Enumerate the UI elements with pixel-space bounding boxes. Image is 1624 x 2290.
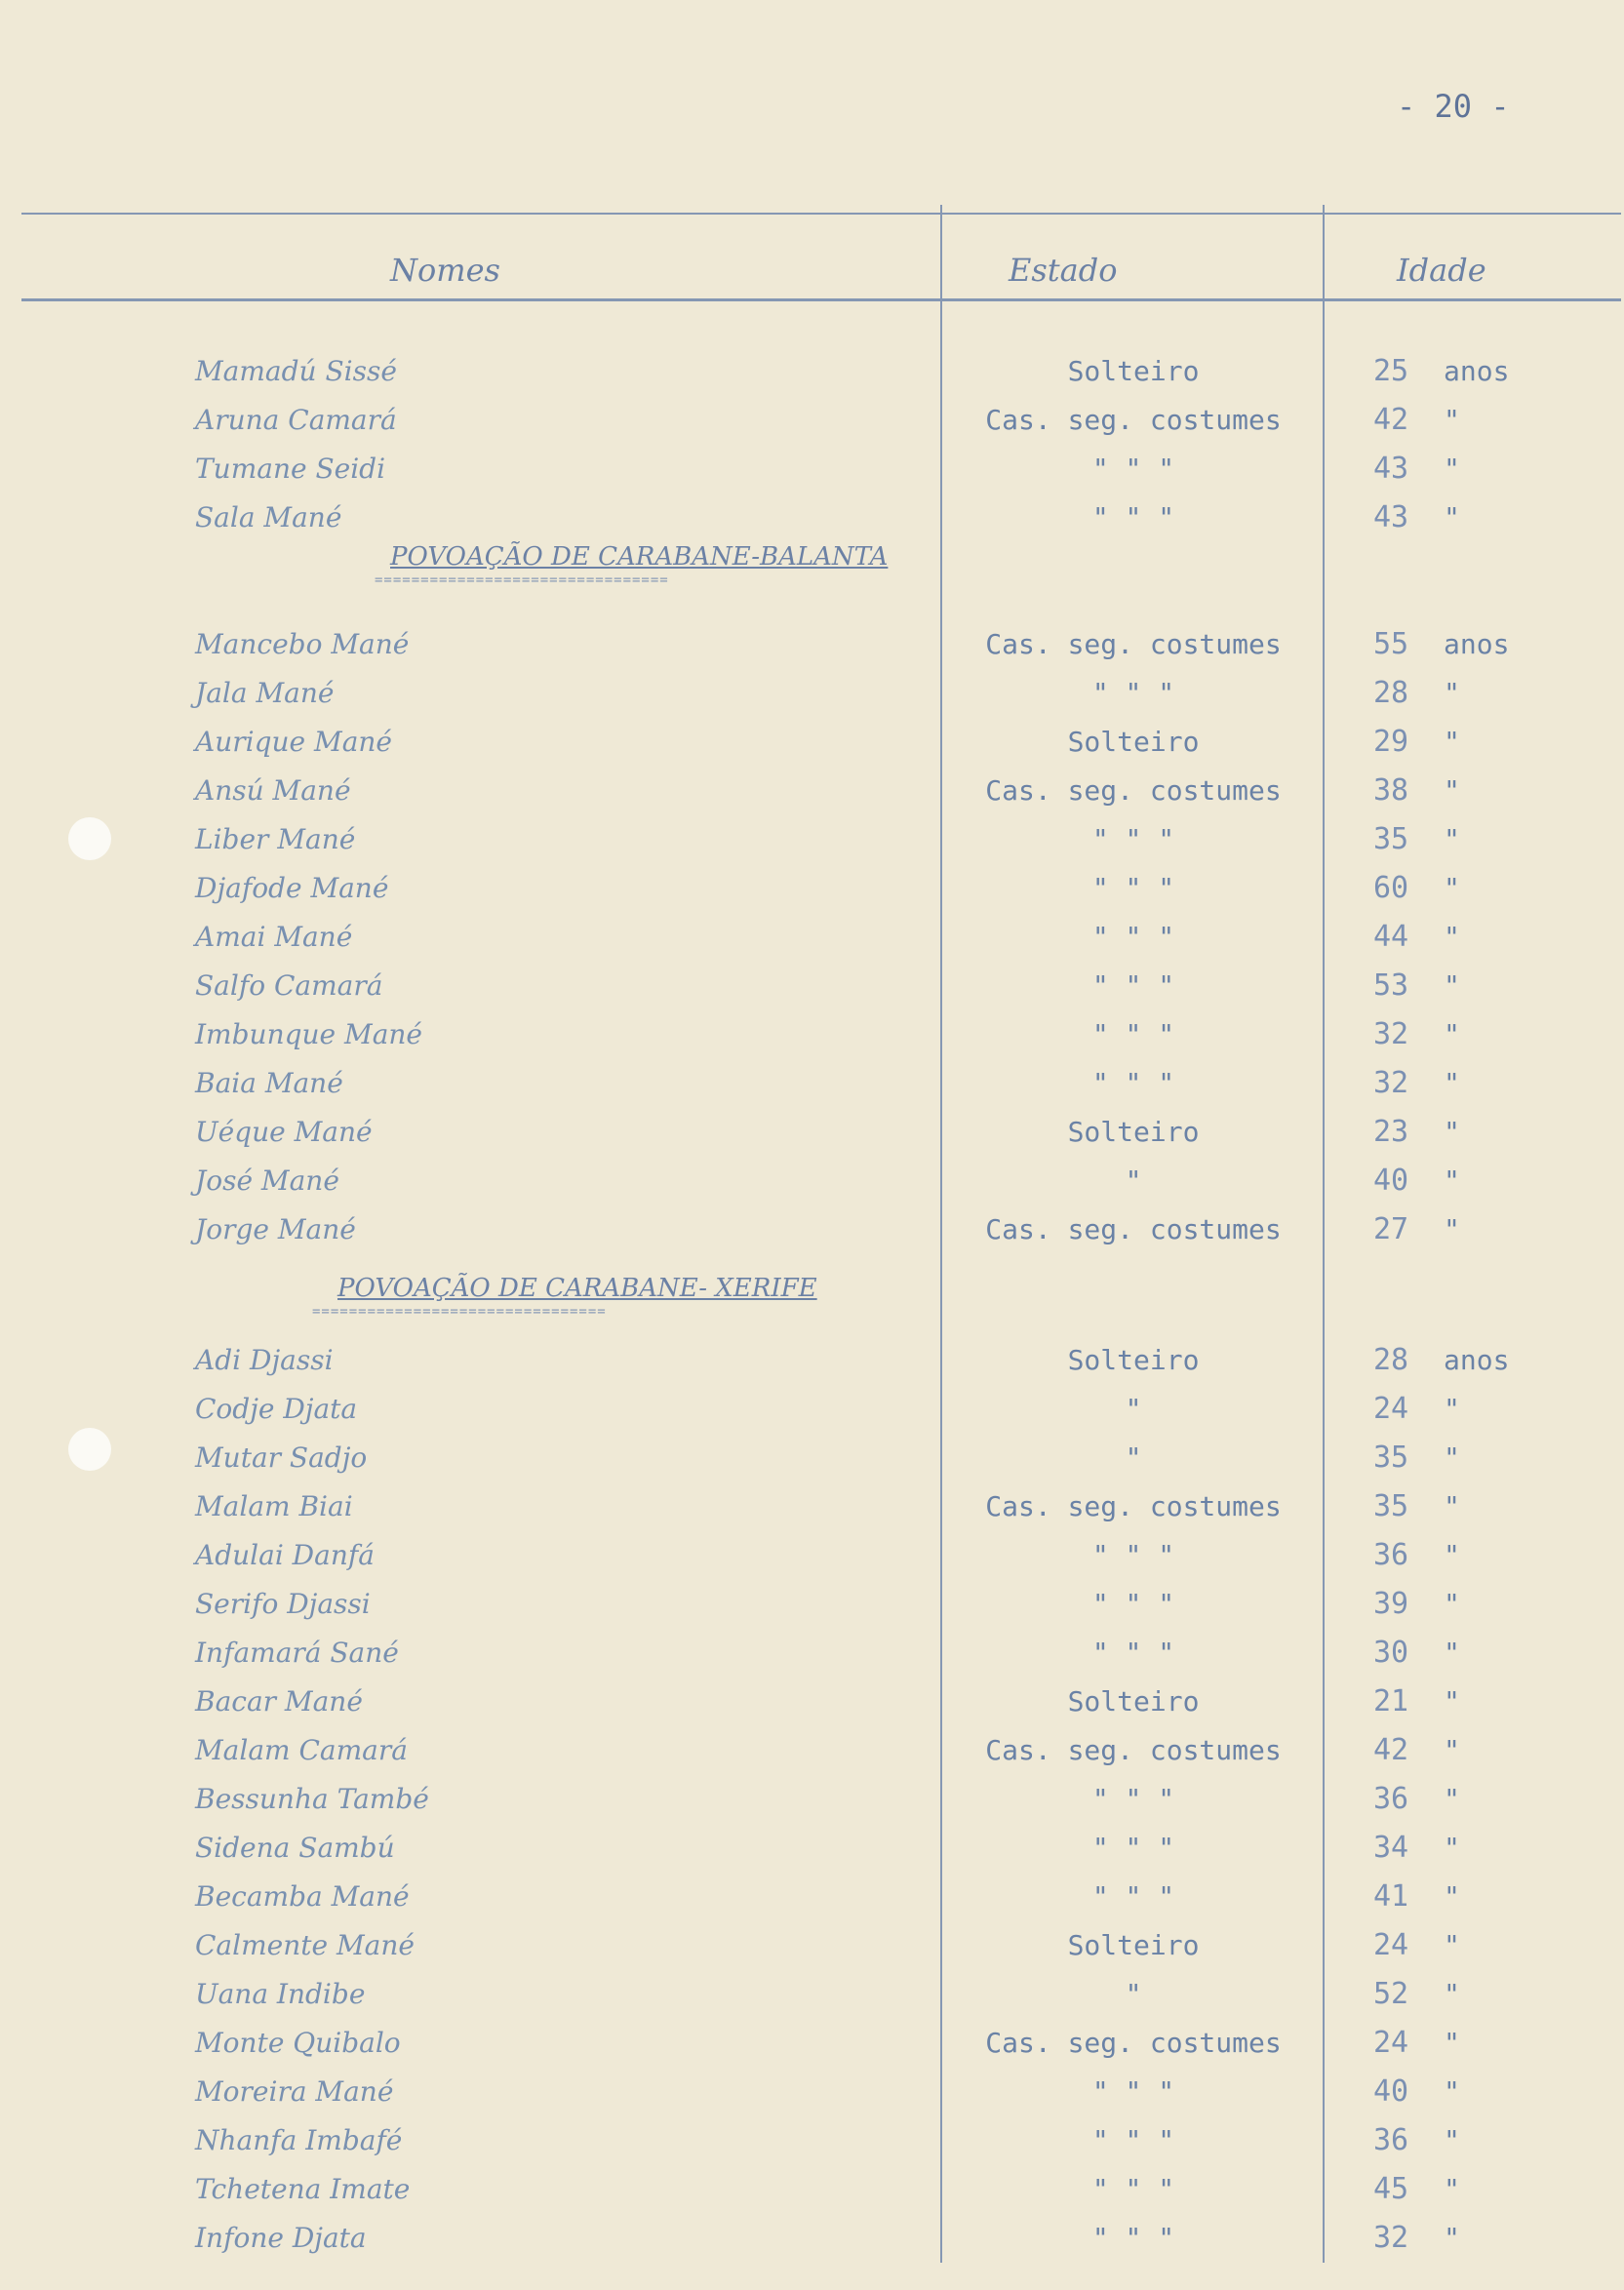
marital-status: " [1125, 1165, 1142, 1197]
age-unit: " [1444, 774, 1460, 807]
person-name: Nhanfa Imbafé [195, 2124, 403, 2156]
table-row [0, 913, 1624, 962]
person-name: Jala Mané [195, 677, 335, 709]
age-unit: " [1444, 2027, 1460, 2059]
marital-status: " " " [1091, 1637, 1175, 1669]
marital-status: " " " [1091, 823, 1175, 855]
person-name: Calmente Mané [195, 1929, 415, 1961]
section-title-balanta: POVOAÇÃO DE CARABANE-BALANTA [390, 542, 889, 572]
age-unit: " [1444, 501, 1460, 533]
person-name: Mamadú Sissé [195, 355, 397, 387]
table-row [0, 718, 1624, 767]
table-row [0, 445, 1624, 494]
age-unit: " [1444, 1637, 1460, 1669]
marital-status: " " " [1091, 2173, 1175, 2205]
table-row [0, 1580, 1624, 1629]
age-value: 40 [1373, 1164, 1409, 1198]
age-value: 24 [1373, 2026, 1409, 2060]
age-value: 34 [1373, 1831, 1409, 1865]
marital-status: " " " [1091, 969, 1175, 1002]
marital-status: " " " [1091, 2075, 1175, 2108]
marital-status: Cas. seg. costumes [985, 774, 1282, 807]
person-name: José Mané [195, 1165, 339, 1197]
age-unit: " [1444, 1116, 1460, 1148]
age-value: 43 [1373, 500, 1409, 534]
table-row [0, 815, 1624, 864]
age-value: 29 [1373, 725, 1409, 759]
table-row [0, 620, 1624, 669]
age-unit: " [1444, 2173, 1460, 2205]
page-number: - 20 - [1397, 88, 1510, 125]
age-value: 52 [1373, 1977, 1409, 2011]
marital-status: " " " [1091, 921, 1175, 953]
age-value: 42 [1373, 1733, 1409, 1767]
age-unit: anos [1444, 628, 1510, 660]
section-title-xerife: POVOAÇÃO DE CARABANE- XERIFE [337, 1274, 817, 1303]
age-value: 28 [1373, 1343, 1409, 1377]
marital-status: " " " [1091, 1539, 1175, 1571]
person-name: Infone Djata [195, 2222, 367, 2254]
age-value: 32 [1373, 2221, 1409, 2255]
marital-status: Cas. seg. costumes [985, 2027, 1282, 2059]
table-row [0, 767, 1624, 815]
person-name: Mutar Sadjo [195, 1441, 368, 1474]
age-unit: " [1444, 1539, 1460, 1571]
age-unit: " [1444, 404, 1460, 436]
table-row [0, 2019, 1624, 2068]
table-row [0, 1059, 1624, 1108]
age-value: 25 [1373, 354, 1409, 388]
person-name: Moreira Mané [195, 2075, 394, 2108]
table-row [0, 494, 1624, 542]
age-value: 40 [1373, 2074, 1409, 2109]
age-unit: " [1444, 1490, 1460, 1522]
header-estado: Estado [1009, 252, 1118, 289]
age-value: 43 [1373, 452, 1409, 486]
person-name: Baia Mané [195, 1067, 343, 1099]
table-row [0, 669, 1624, 718]
table-row [0, 2116, 1624, 2165]
age-unit: " [1444, 1685, 1460, 1718]
table-row [0, 864, 1624, 913]
person-name: Liber Mané [195, 823, 356, 855]
age-value: 45 [1373, 2172, 1409, 2206]
marital-status: Cas. seg. costumes [985, 404, 1282, 436]
age-value: 24 [1373, 1928, 1409, 1962]
person-name: Amai Mané [195, 921, 353, 953]
marital-status: Cas. seg. costumes [985, 1734, 1282, 1766]
age-unit: anos [1444, 1344, 1510, 1376]
age-unit: " [1444, 1165, 1460, 1197]
age-unit: anos [1444, 355, 1510, 387]
age-value: 23 [1373, 1115, 1409, 1149]
age-unit: " [1444, 2124, 1460, 2156]
person-name: Serifo Djassi [195, 1588, 371, 1620]
marital-status: " " " [1091, 1880, 1175, 1913]
marital-status: " [1125, 1441, 1142, 1474]
age-unit: " [1444, 1880, 1460, 1913]
age-value: 30 [1373, 1636, 1409, 1670]
age-unit: " [1444, 921, 1460, 953]
marital-status: " " " [1091, 1832, 1175, 1864]
age-value: 21 [1373, 1684, 1409, 1718]
person-name: Malam Biai [195, 1490, 353, 1522]
age-value: 39 [1373, 1587, 1409, 1621]
marital-status: " " " [1091, 501, 1175, 533]
marital-status: " " " [1091, 1588, 1175, 1620]
table-row [0, 1108, 1624, 1157]
age-unit: " [1444, 1978, 1460, 2010]
age-value: 35 [1373, 1489, 1409, 1523]
table-row [0, 1010, 1624, 1059]
marital-status: Solteiro [1067, 1685, 1200, 1718]
table-row [0, 1824, 1624, 1873]
person-name: Monte Quibalo [195, 2027, 401, 2059]
section-underline-balanta: ================================ [375, 573, 669, 587]
header-bottom-rule [21, 298, 1621, 301]
table-row [0, 2165, 1624, 2214]
marital-status: " " " [1091, 453, 1175, 485]
person-name: Salfo Camará [195, 969, 383, 1002]
table-row [0, 962, 1624, 1010]
person-name: Ansú Mané [195, 774, 351, 807]
age-value: 32 [1373, 1066, 1409, 1100]
table-row [0, 1921, 1624, 1970]
marital-status: " " " [1091, 2124, 1175, 2156]
marital-status: " " " [1091, 1783, 1175, 1815]
table-row [0, 1970, 1624, 2019]
marital-status: Cas. seg. costumes [985, 1213, 1282, 1245]
person-name: Bacar Mané [195, 1685, 363, 1718]
age-unit: " [1444, 1734, 1460, 1766]
age-value: 24 [1373, 1392, 1409, 1426]
person-name: Imbunque Mané [195, 1018, 422, 1050]
person-name: Aruna Camará [195, 404, 397, 436]
person-name: Adulai Danfá [195, 1539, 375, 1571]
marital-status: Cas. seg. costumes [985, 628, 1282, 660]
age-value: 36 [1373, 1782, 1409, 1816]
age-value: 36 [1373, 2123, 1409, 2157]
age-unit: " [1444, 726, 1460, 758]
age-value: 44 [1373, 920, 1409, 954]
table-row [0, 1775, 1624, 1824]
table-row [0, 1629, 1624, 1678]
table-row [0, 1873, 1624, 1921]
person-name: Sala Mané [195, 501, 342, 533]
age-unit: " [1444, 2222, 1460, 2254]
marital-status: Solteiro [1067, 1929, 1200, 1961]
age-unit: " [1444, 1213, 1460, 1245]
age-unit: " [1444, 823, 1460, 855]
person-name: Adi Djassi [195, 1344, 334, 1376]
table-row [0, 1157, 1624, 1205]
section-underline-xerife: ================================ [312, 1305, 607, 1319]
table-row [0, 2214, 1624, 2263]
age-unit: " [1444, 1067, 1460, 1099]
age-unit: " [1444, 2075, 1460, 2108]
age-value: 28 [1373, 676, 1409, 710]
person-name: Becamba Mané [195, 1880, 410, 1913]
age-value: 42 [1373, 403, 1409, 437]
person-name: Tchetena Imate [195, 2173, 411, 2205]
table-row [0, 1336, 1624, 1385]
age-unit: " [1444, 677, 1460, 709]
person-name: Uana Indibe [195, 1978, 366, 2010]
age-value: 41 [1373, 1879, 1409, 1914]
marital-status: Solteiro [1067, 355, 1200, 387]
person-name: Aurique Mané [195, 726, 392, 758]
age-unit: " [1444, 1393, 1460, 1425]
person-name: Djafode Mané [195, 872, 389, 904]
table-row [0, 396, 1624, 445]
table-top-rule [21, 213, 1621, 215]
person-name: Mancebo Mané [195, 628, 410, 660]
table-row [0, 347, 1624, 396]
age-unit: " [1444, 1929, 1460, 1961]
header-idade: Idade [1397, 252, 1486, 289]
person-name: Uéque Mané [195, 1116, 373, 1148]
marital-status: " " " [1091, 2222, 1175, 2254]
marital-status: " " " [1091, 1067, 1175, 1099]
marital-status: " " " [1091, 1018, 1175, 1050]
age-value: 35 [1373, 1441, 1409, 1475]
age-value: 53 [1373, 968, 1409, 1003]
person-name: Infamará Sané [195, 1637, 399, 1669]
marital-status: Cas. seg. costumes [985, 1490, 1282, 1522]
table-row [0, 1434, 1624, 1482]
age-unit: " [1444, 1441, 1460, 1474]
person-name: Malam Camará [195, 1734, 408, 1766]
age-unit: " [1444, 1588, 1460, 1620]
age-unit: " [1444, 1832, 1460, 1864]
age-value: 38 [1373, 773, 1409, 808]
marital-status: Solteiro [1067, 1116, 1200, 1148]
age-unit: " [1444, 453, 1460, 485]
age-value: 35 [1373, 822, 1409, 856]
person-name: Codje Djata [195, 1393, 358, 1425]
table-row [0, 1385, 1624, 1434]
age-value: 60 [1373, 871, 1409, 905]
age-unit: " [1444, 1018, 1460, 1050]
age-value: 55 [1373, 627, 1409, 661]
marital-status: " " " [1091, 872, 1175, 904]
table-row [0, 1726, 1624, 1775]
table-row [0, 1678, 1624, 1726]
person-name: Sidena Sambú [195, 1832, 395, 1864]
person-name: Tumane Seidi [195, 453, 386, 485]
table-row [0, 2068, 1624, 2116]
person-name: Bessunha També [195, 1783, 429, 1815]
age-unit: " [1444, 1783, 1460, 1815]
age-value: 27 [1373, 1212, 1409, 1246]
table-row [0, 1205, 1624, 1254]
marital-status: " [1125, 1393, 1142, 1425]
age-unit: " [1444, 969, 1460, 1002]
marital-status: Solteiro [1067, 1344, 1200, 1376]
age-value: 32 [1373, 1017, 1409, 1051]
age-value: 36 [1373, 1538, 1409, 1572]
header-nomes: Nomes [390, 252, 500, 289]
table-row [0, 1482, 1624, 1531]
marital-status: Solteiro [1067, 726, 1200, 758]
marital-status: " " " [1091, 677, 1175, 709]
marital-status: " [1125, 1978, 1142, 2010]
table-row [0, 1531, 1624, 1580]
person-name: Jorge Mané [195, 1213, 356, 1245]
age-unit: " [1444, 872, 1460, 904]
